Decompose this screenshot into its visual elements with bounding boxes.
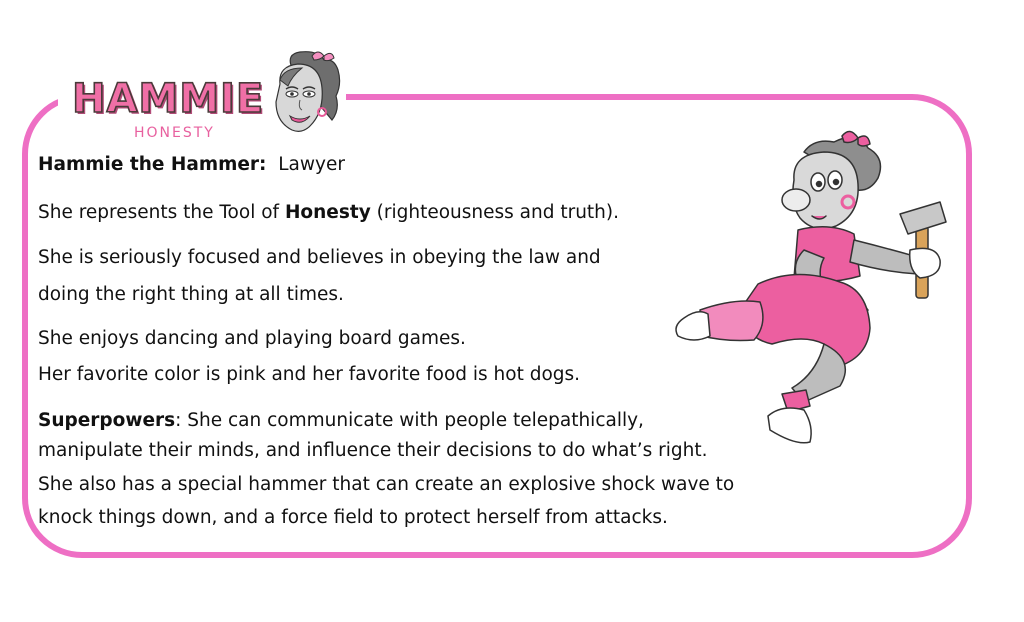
superpowers-line-2: manipulate their minds, and influence their decisions to do what’s right.: [38, 440, 708, 461]
represents-after: (righteousness and truth).: [370, 202, 620, 223]
superpowers-label: Superpowers: [38, 410, 176, 431]
intro-label: Hammie the Hammer:: [38, 154, 267, 175]
intro-line: [38, 152, 345, 178]
hobbies-line-2: Her favorite color is pink and her favorite food is hot dogs.: [38, 364, 581, 385]
hammie-mascot-illustration: [664, 130, 956, 466]
superpowers-line-4: knock things down, and a force field to protect herself from attacks.: [38, 507, 668, 528]
represents-highlight: Honesty: [284, 202, 371, 223]
focus-line-1: She is seriously focused and believes in obeying the law and: [38, 247, 601, 268]
hammie-portrait-logo: [262, 50, 344, 142]
superpowers-text-1: : She can communicate with people telepathically,: [175, 410, 644, 431]
intro-role: Lawyer: [278, 154, 345, 175]
superpowers-line-3: She also has a special hammer that can create an explosive shock wave to: [38, 474, 735, 495]
hobbies-line-1: She enjoys dancing and playing board games.: [38, 328, 466, 349]
logo-title: HAMMIE: [72, 76, 265, 122]
superpowers-line-1: [38, 408, 644, 434]
represents-before: She represents the Tool of: [38, 202, 285, 223]
represents-line: [38, 200, 619, 226]
focus-line-2: doing the right thing at all times.: [38, 284, 344, 305]
logo-subtitle: HONESTY: [134, 125, 215, 141]
